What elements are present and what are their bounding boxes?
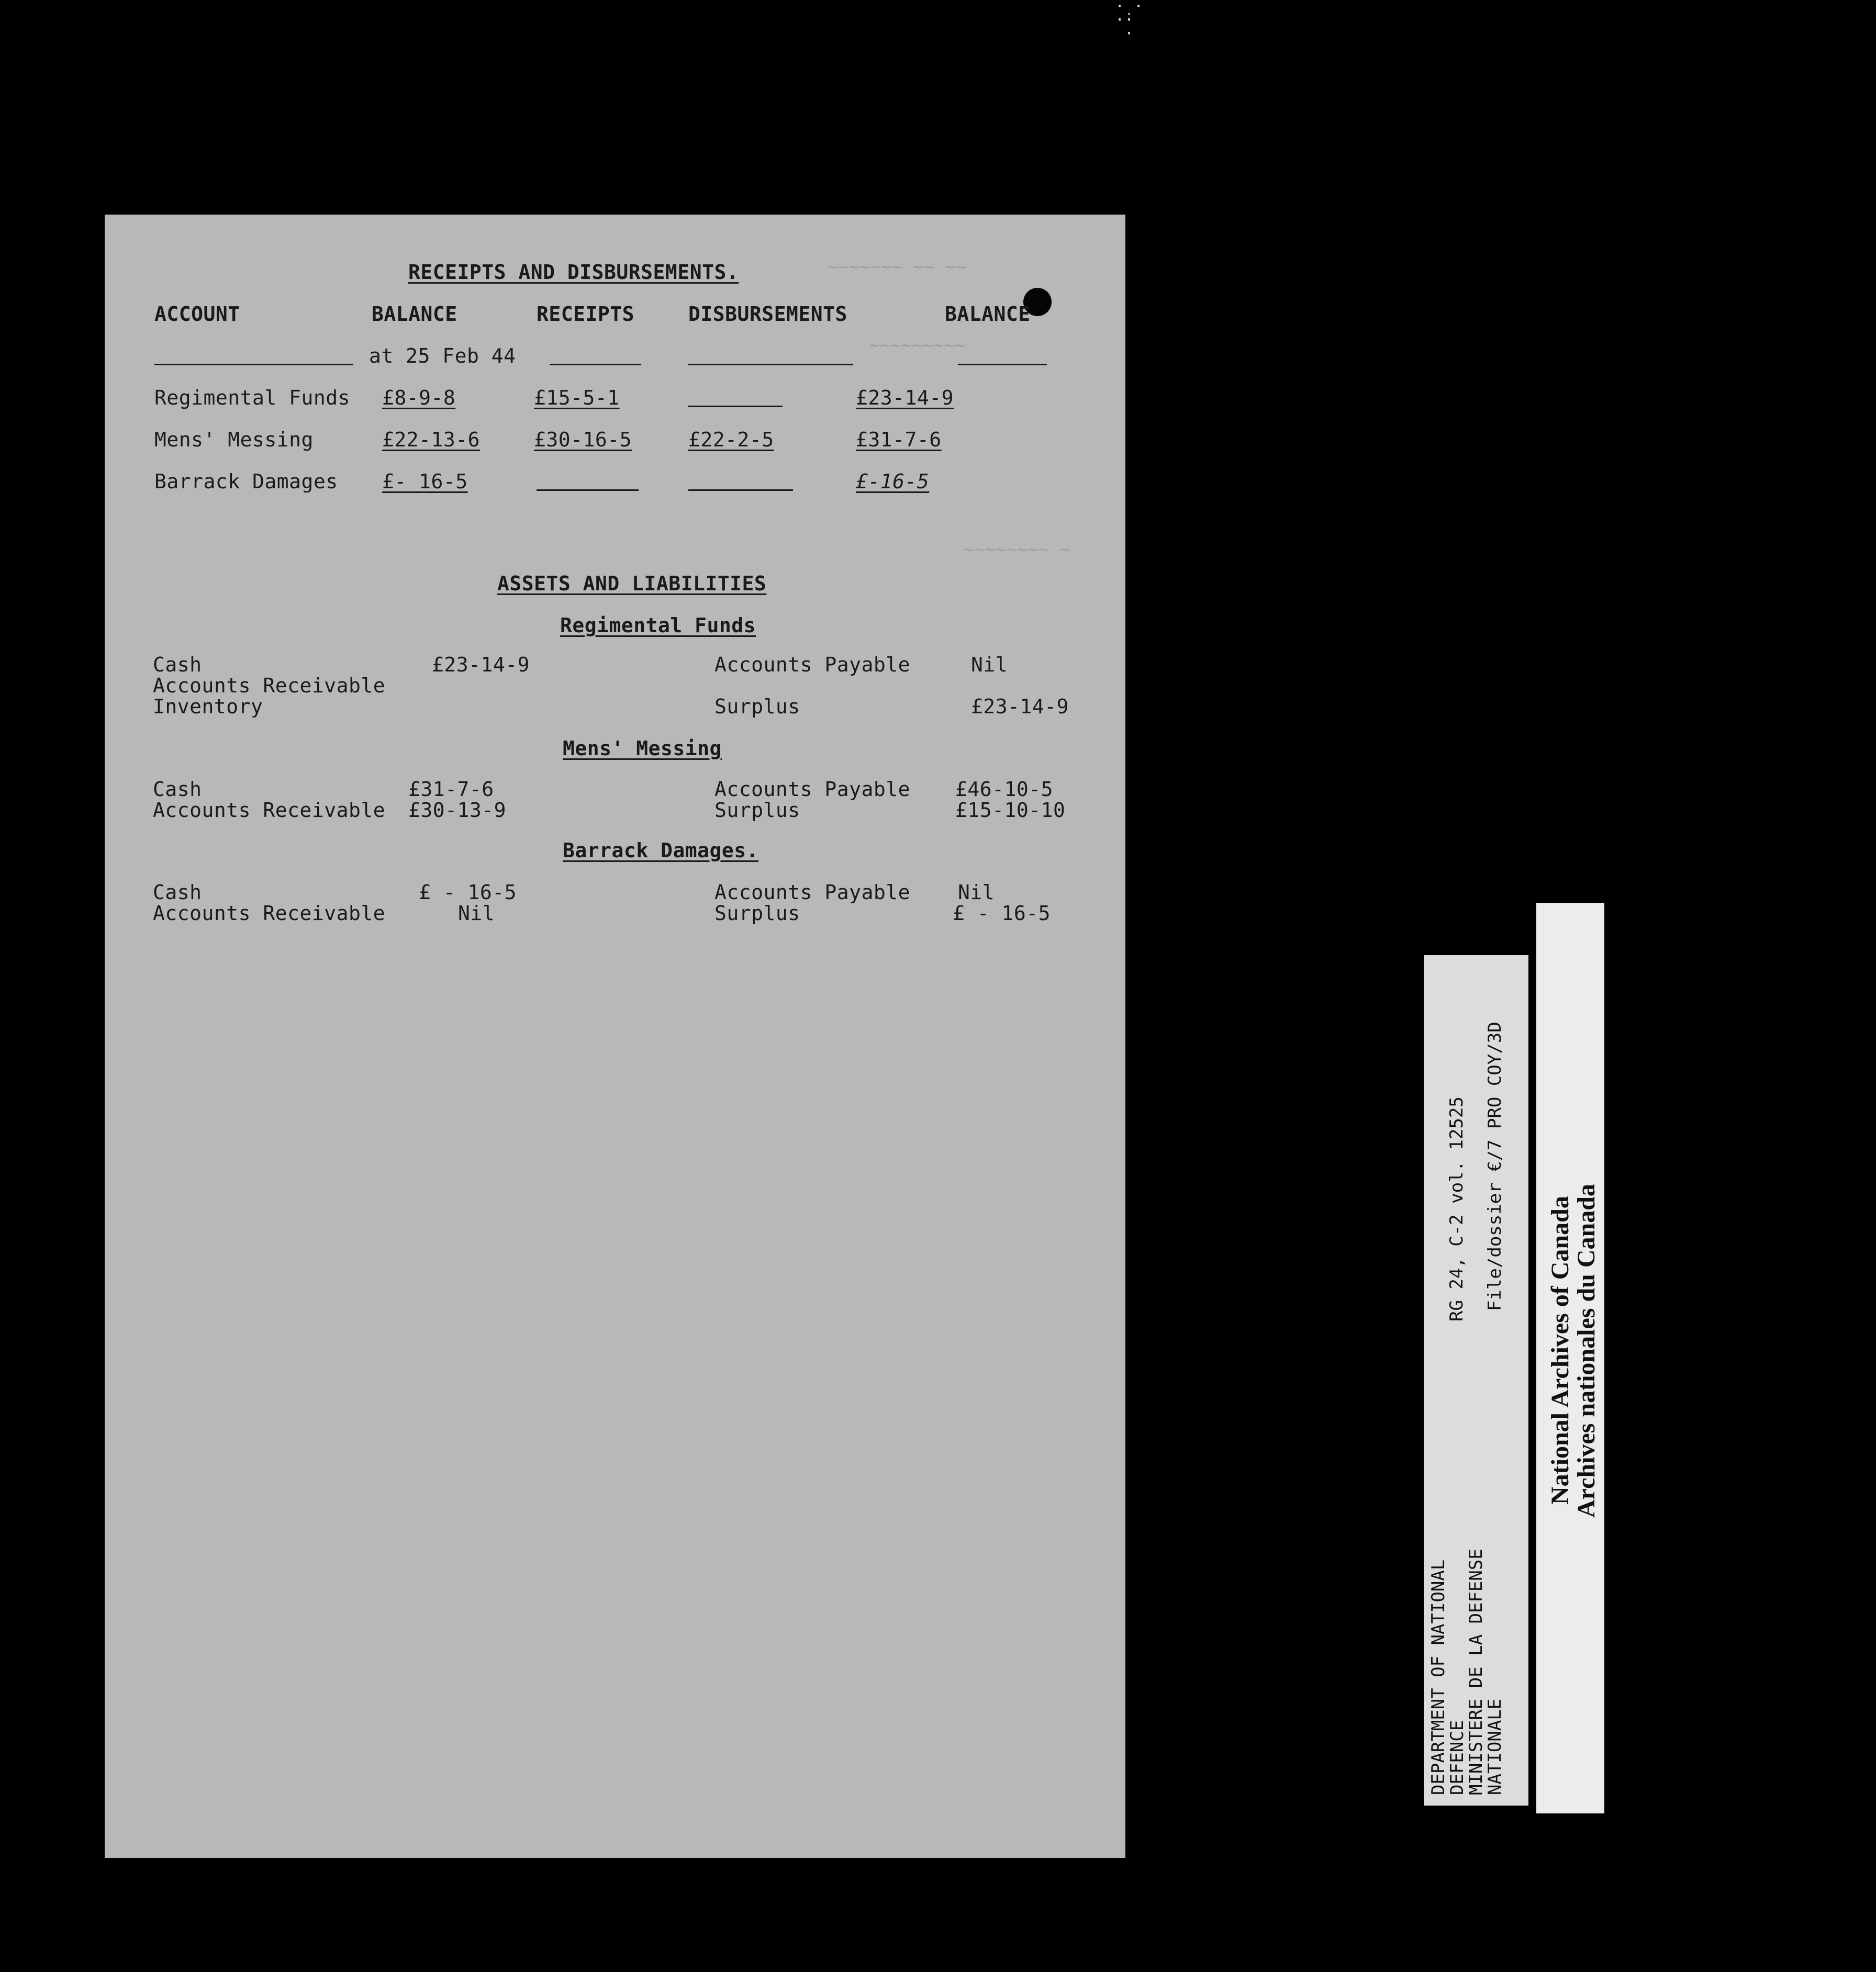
assets-title: ASSETS AND LIABILITIES: [497, 572, 767, 595]
col-header-balance-closing: BALANCE: [945, 302, 1031, 326]
liability-value: £23-14-9: [971, 695, 1069, 718]
col-header-receipts: RECEIPTS: [537, 302, 635, 326]
row-balance: £8-9-8: [382, 386, 456, 409]
liability-value: £ - 16-5: [953, 902, 1051, 925]
blank-line: [154, 364, 353, 365]
dept-fr-2: NATIONALE: [1484, 1698, 1505, 1795]
asset-label: Accounts Receivable: [153, 674, 386, 697]
archive-reference-card: [1424, 955, 1528, 1806]
asset-value: £ - 16-5: [419, 881, 517, 904]
asset-value: £31-7-6: [408, 778, 494, 801]
asset-value: Nil: [458, 902, 495, 925]
col-header-account: ACCOUNT: [154, 302, 240, 326]
scan-artifact-specks: ·̣ · ·· ·: [1115, 0, 1144, 43]
balance-date: at 25 Feb 44: [369, 344, 516, 367]
asset-label: Cash: [153, 778, 202, 801]
blank-line: [688, 364, 853, 365]
liability-value: £46-10-5: [955, 778, 1054, 801]
document-page: [105, 215, 1125, 1858]
row-account: Regimental Funds: [154, 386, 351, 409]
row-receipts: £15-5-1: [534, 386, 620, 409]
archives-name-en: National Archives of Canada: [1546, 1196, 1574, 1505]
blank-line: [958, 364, 1047, 365]
liability-label: Accounts Payable: [714, 653, 911, 676]
liability-label: Accounts Payable: [714, 778, 911, 801]
row-balance: £22-13-6: [382, 428, 481, 451]
liability-value: £15-10-10: [955, 799, 1066, 822]
section-title: Regimental Funds: [560, 614, 756, 637]
col-header-balance: BALANCE: [372, 302, 457, 326]
archives-canada-card: [1536, 903, 1604, 1813]
liability-label: Surplus: [714, 695, 800, 718]
liability-label: Accounts Payable: [714, 881, 911, 904]
col-header-disbursements: DISBURSEMENTS: [688, 302, 847, 326]
archives-name-fr: Archives nationales du Canada: [1572, 1184, 1600, 1518]
asset-label: Cash: [153, 881, 202, 904]
dept-en: DEPARTMENT OF NATIONAL: [1428, 1559, 1449, 1795]
asset-label: Inventory: [153, 695, 263, 718]
row-balance: £- 16-5: [382, 470, 468, 493]
file-dossier-ref: File/dossier €/7 PRO COY/3D: [1484, 1022, 1505, 1311]
liability-label: Surplus: [714, 799, 800, 822]
asset-label: Accounts Receivable: [153, 902, 386, 925]
liability-value: Nil: [971, 653, 1008, 676]
dept-fr: MINISTERE DE LA DEFENSE: [1466, 1549, 1487, 1795]
dept-en-2: DEFENCE: [1447, 1720, 1468, 1795]
bleed-through-text: ~~~~~~~ ~~ ~~: [827, 256, 967, 277]
blank-line: [688, 489, 793, 491]
row-receipts: £30-16-5: [534, 428, 632, 451]
bleed-through-text: ~~~~~~~~~: [869, 335, 966, 356]
asset-value: £23-14-9: [432, 653, 530, 676]
asset-label: Accounts Receivable: [153, 799, 386, 822]
asset-value: £30-13-9: [408, 799, 507, 822]
liability-value: Nil: [958, 881, 995, 904]
blank-line: [537, 489, 639, 491]
row-closing: £31-7-6: [856, 428, 942, 451]
row-account: Barrack Damages: [154, 470, 338, 493]
row-account: Mens' Messing: [154, 428, 314, 451]
asset-label: Cash: [153, 653, 202, 676]
row-disbursements: £22-2-5: [688, 428, 774, 451]
liability-label: Surplus: [714, 902, 800, 925]
record-group-ref: RG 24, C-2 vol. 12525: [1446, 1096, 1467, 1321]
bleed-through-text: ~~~~~~~~ ~: [963, 539, 1070, 560]
row-closing: £23-14-9: [856, 386, 954, 409]
section-title: Barrack Damages.: [563, 839, 759, 862]
blank-line: [550, 364, 641, 365]
page-title: RECEIPTS AND DISBURSEMENTS.: [408, 261, 739, 284]
row-closing-handwritten: £-16-5: [856, 470, 930, 493]
section-title: Mens' Messing: [563, 737, 722, 760]
blank-line: [688, 406, 783, 407]
